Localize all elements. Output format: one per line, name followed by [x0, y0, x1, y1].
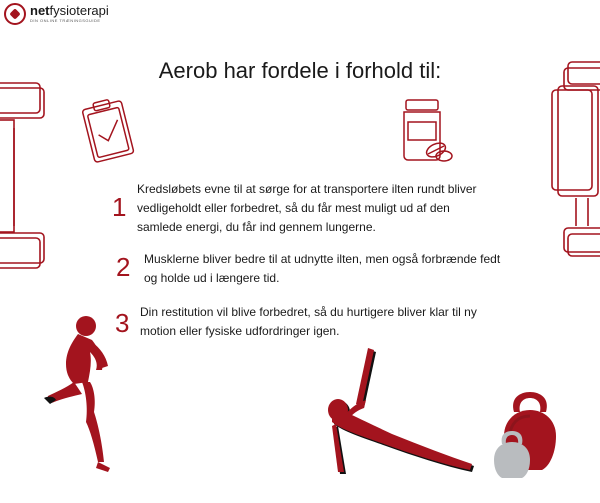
logo-badge-icon [4, 3, 26, 25]
list-item-2-text: Musklerne bliver bedre til at udnytte ilten, men også forbrænde fedt og holde ud i længere tid. [144, 252, 501, 285]
brand-logo[interactable] [4, 3, 134, 27]
clipboard-check-icon [80, 98, 140, 164]
dumbbell-left-icon [0, 78, 55, 273]
list-item-1-text: Kredsløbets evne til at sørge for at transportere ilten rundt bliver vedligeholdt eller forbedret, så du får mest muligt ud af den samlede energi, du får ind gennem lungerne. [137, 182, 477, 234]
woman-stretching-figure [44, 312, 124, 477]
list-item-2-number: 2 [116, 252, 131, 282]
list-item-3-text: Din restitution vil blive forbedret, så du hurtigere bliver klar til ny motion eller fysiske udfordringer igen. [140, 305, 477, 338]
kettlebell-gray-icon [490, 430, 534, 480]
supplement-jar-icon [398, 98, 454, 164]
list-item-1-number: 1 [112, 192, 127, 222]
page-title: Aerob har fordele i forhold til: [158, 58, 442, 83]
side-plank-figure [322, 346, 482, 476]
dumbbell-right-icon [548, 58, 600, 258]
brand-name-rest: fysioterapi [49, 3, 109, 18]
list-item-3-number: 3 [115, 308, 130, 338]
brand-name [30, 4, 109, 18]
brand-name-bold: net [30, 3, 50, 18]
brand-tagline: DIN ONLINE TRÆNINGSGUIDE [30, 18, 101, 23]
